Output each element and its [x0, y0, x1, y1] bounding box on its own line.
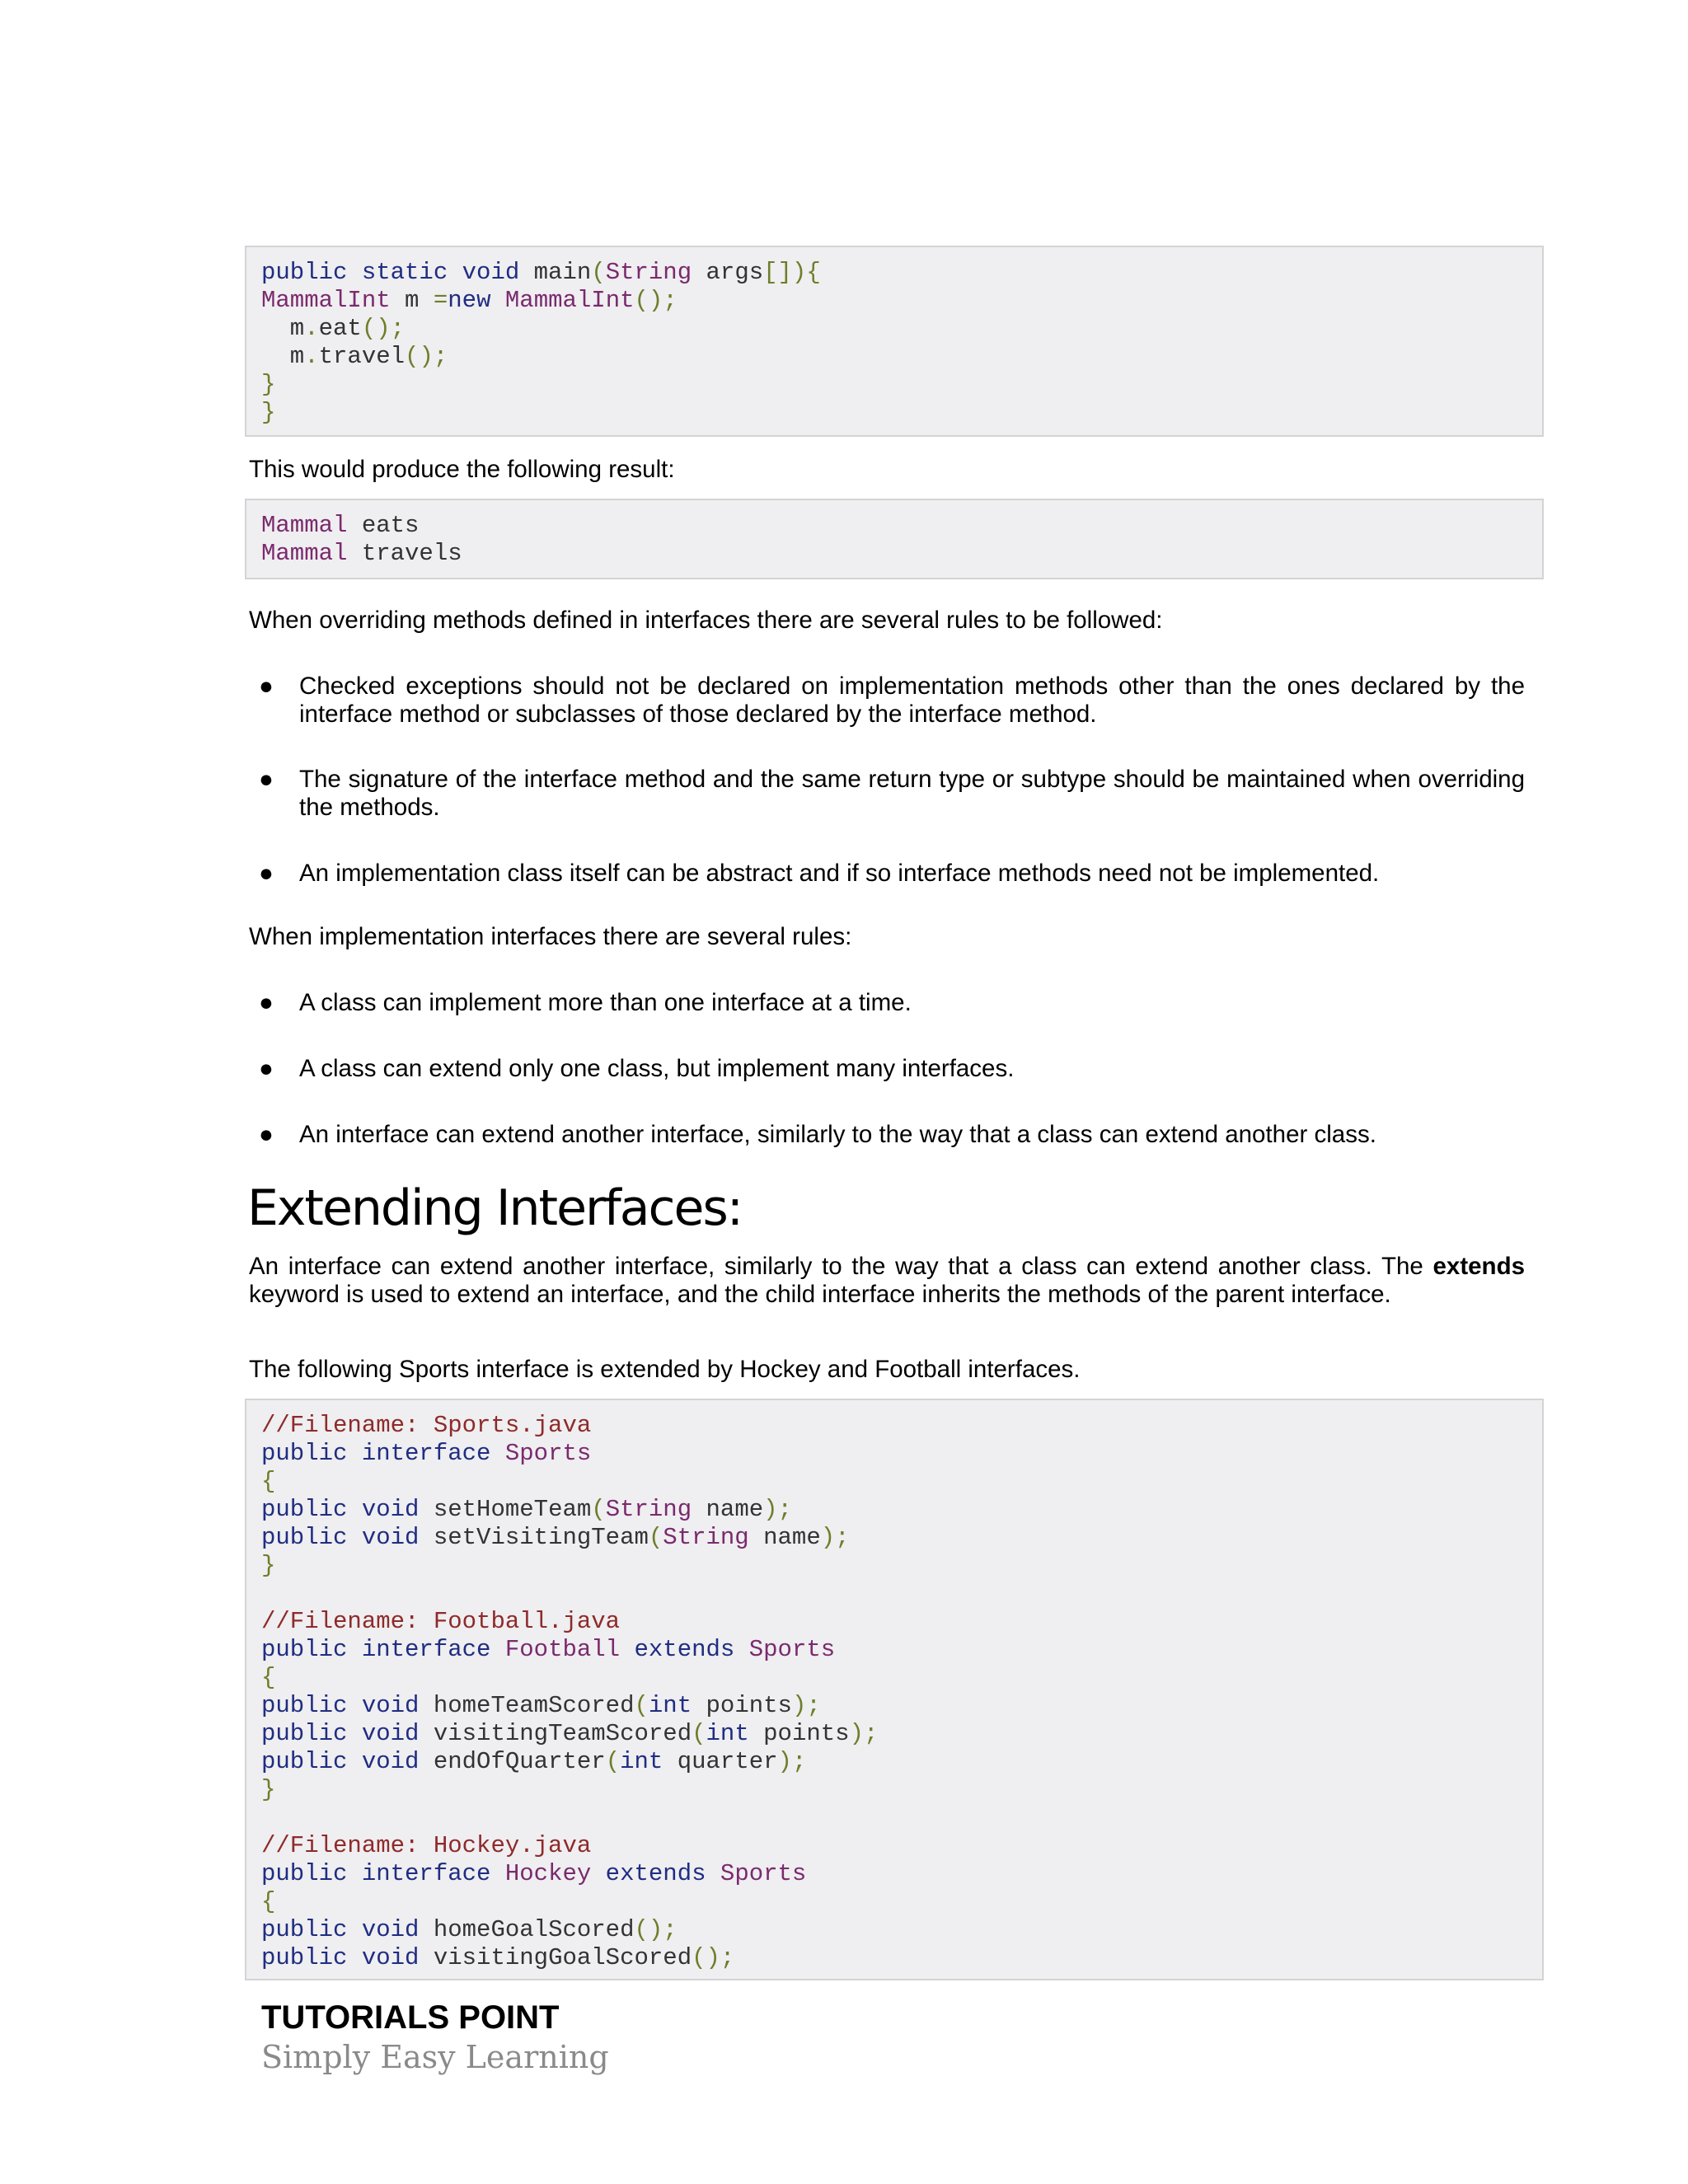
code-token: public interface [261, 1440, 505, 1467]
bullet-icon: ● [259, 766, 274, 793]
code-line [261, 1888, 1542, 1916]
code-token: public void [261, 1944, 434, 1971]
footer-tagline: Simply Easy Learning [261, 2039, 609, 2075]
code-token: quarter [663, 1748, 778, 1775]
code-token: Sports [720, 1860, 807, 1887]
code-token: { [261, 1468, 276, 1495]
sports-intro: The following Sports interface is extended by Hockey and Football interfaces. [249, 1356, 1081, 1383]
code-token: //Filename: Football.java [261, 1608, 621, 1635]
code-line [261, 343, 1542, 371]
code-token: ); [791, 1692, 821, 1719]
override-rule-2 [249, 766, 1525, 822]
extending-text-2: keyword is used to extend an interface, and the child interface inherits the methods of the parent interface. [249, 1281, 1391, 1308]
impl-rule-text: An interface can extend another interface, similarly to the way that a class can extend another class. [299, 1121, 1376, 1148]
code-line [261, 1440, 1542, 1468]
code-token: visitingGoalScored [433, 1944, 692, 1971]
code-token: main [533, 259, 592, 286]
code-token: visitingTeamScored [433, 1720, 692, 1747]
code-token: String [663, 1524, 749, 1551]
code-line [261, 1636, 1542, 1664]
code-token: (); [634, 1916, 678, 1943]
code-token: { [261, 1888, 276, 1915]
code-line [261, 1916, 1542, 1944]
impl-rule-text: A class can implement more than one interface at a time. [299, 989, 912, 1016]
code-line [261, 1552, 1542, 1580]
code-token: homeGoalScored [433, 1916, 635, 1943]
footer-brand: TUTORIALS POINT [261, 1999, 560, 2036]
code-token: Mammal [261, 512, 348, 539]
override-intro: When overriding methods defined in interfaces there are several rules to be followed: [249, 607, 1163, 634]
code-line [261, 1496, 1542, 1524]
extending-text-1: An interface can extend another interface, similarly to the way that a class can extend another class. The [249, 1253, 1433, 1280]
code-token: } [261, 1552, 276, 1579]
code-line [261, 399, 1542, 427]
code-token: args [692, 259, 764, 286]
code-token: (); [361, 315, 406, 342]
code-line [261, 1748, 1542, 1776]
code-token: } [261, 399, 276, 426]
code-token: int [620, 1748, 663, 1775]
code-token: //Filename: Sports.java [261, 1412, 592, 1439]
impl-intro: When implementation interfaces there are several rules: [249, 923, 852, 950]
code-token: { [261, 1664, 276, 1691]
code-token: } [261, 1776, 276, 1803]
override-rule-text: The signature of the interface method and the same return type or subtype should be maintained when overriding the methods. [299, 766, 1525, 821]
code-token: eats [347, 512, 420, 539]
code-token: . [304, 315, 319, 342]
result-intro: This would produce the following result: [249, 456, 675, 483]
code-line [261, 1524, 1542, 1552]
bullet-icon: ● [259, 673, 274, 700]
code-token: name [748, 1524, 821, 1551]
code-token: []){ [763, 259, 821, 286]
bullet-icon: ● [259, 989, 274, 1016]
code-token: ( [692, 1720, 706, 1747]
code-token: public static void [261, 259, 534, 286]
code-token: public void [261, 1916, 434, 1943]
code-token: m [261, 315, 305, 342]
code-line [261, 315, 1542, 343]
code-line [261, 1412, 1542, 1440]
code-line [261, 1692, 1542, 1720]
code-line [261, 259, 1542, 287]
code-token: m [390, 287, 434, 314]
code-token: Football [504, 1636, 621, 1663]
code-line [261, 1468, 1542, 1496]
code-token: name [692, 1496, 764, 1523]
override-rule-text: An implementation class itself can be abstract and if so interface methods need not be implemented. [299, 860, 1380, 887]
code-token: setVisitingTeam [433, 1524, 649, 1551]
code-token: endOfQuarter [433, 1748, 606, 1775]
code-token: points [692, 1692, 792, 1719]
code-token: = [433, 287, 448, 314]
code-token: public interface [261, 1860, 505, 1887]
code-line [261, 371, 1542, 399]
code-token: setHomeTeam [433, 1496, 592, 1523]
code-token: ( [648, 1524, 663, 1551]
impl-rule-text: A class can extend only one class, but implement many interfaces. [299, 1055, 1015, 1082]
impl-rule-3 [249, 1121, 1525, 1149]
code-block-main [245, 246, 1544, 437]
code-token: int [648, 1692, 692, 1719]
code-token: Sports [504, 1440, 592, 1467]
override-rule-1 [249, 673, 1525, 729]
code-line [261, 1580, 1542, 1608]
code-token: Sports [748, 1636, 836, 1663]
code-token: (); [405, 343, 448, 370]
code-line [261, 1804, 1542, 1832]
code-token: MammalInt [261, 287, 391, 314]
extending-paragraph [249, 1253, 1525, 1309]
code-token: new [448, 287, 505, 314]
code-token: points [748, 1720, 850, 1747]
code-token: public void [261, 1748, 434, 1775]
code-token: extends [591, 1860, 720, 1887]
code-line [261, 1832, 1542, 1860]
code-token: String [605, 259, 692, 286]
code-block-sports [245, 1399, 1544, 1980]
code-token: public void [261, 1524, 434, 1551]
bullet-icon: ● [259, 860, 274, 887]
code-token: ( [591, 259, 606, 286]
code-line [261, 1944, 1542, 1972]
code-token: ); [820, 1524, 850, 1551]
code-token: ( [634, 1692, 649, 1719]
code-line [261, 1720, 1542, 1748]
code-token: homeTeamScored [433, 1692, 635, 1719]
code-line [261, 1776, 1542, 1804]
code-token: MammalInt [504, 287, 635, 314]
code-token: m [261, 343, 305, 370]
impl-rule-2 [249, 1055, 1525, 1083]
code-line [261, 1664, 1542, 1692]
code-token: (); [634, 287, 678, 314]
impl-rule-1 [249, 989, 1525, 1017]
code-line [261, 287, 1542, 315]
code-line [261, 512, 1542, 540]
code-token: int [706, 1720, 749, 1747]
code-token: ); [777, 1748, 807, 1775]
code-token: public void [261, 1496, 434, 1523]
override-rule-3 [249, 860, 1525, 888]
code-token: travels [347, 540, 462, 567]
section-heading: Extending Interfaces: [247, 1179, 742, 1237]
override-rule-text: Checked exceptions should not be declared on implementation methods other than the ones declared by the interface method or subclasses of those declared by the interface method. [299, 673, 1525, 728]
code-block-result [245, 499, 1544, 579]
code-token: ( [591, 1496, 606, 1523]
code-token: //Filename: Hockey.java [261, 1832, 592, 1859]
code-token: eat [318, 315, 362, 342]
code-token: ( [605, 1748, 621, 1775]
code-line [261, 540, 1542, 568]
code-line [261, 1608, 1542, 1636]
code-token: public void [261, 1692, 434, 1719]
bullet-icon: ● [259, 1055, 274, 1082]
extends-keyword: extends [1432, 1253, 1525, 1280]
code-token: (); [692, 1944, 735, 1971]
code-token: Hockey [504, 1860, 592, 1887]
code-token: ); [849, 1720, 879, 1747]
code-token: ); [763, 1496, 792, 1523]
code-token: Mammal [261, 540, 348, 567]
code-token: extends [620, 1636, 749, 1663]
code-token: public interface [261, 1636, 505, 1663]
bullet-icon: ● [259, 1121, 274, 1148]
code-token: String [605, 1496, 692, 1523]
code-token: travel [318, 343, 406, 370]
code-token: public void [261, 1720, 434, 1747]
code-token: } [261, 371, 276, 398]
code-token: . [304, 343, 319, 370]
code-line [261, 1860, 1542, 1888]
